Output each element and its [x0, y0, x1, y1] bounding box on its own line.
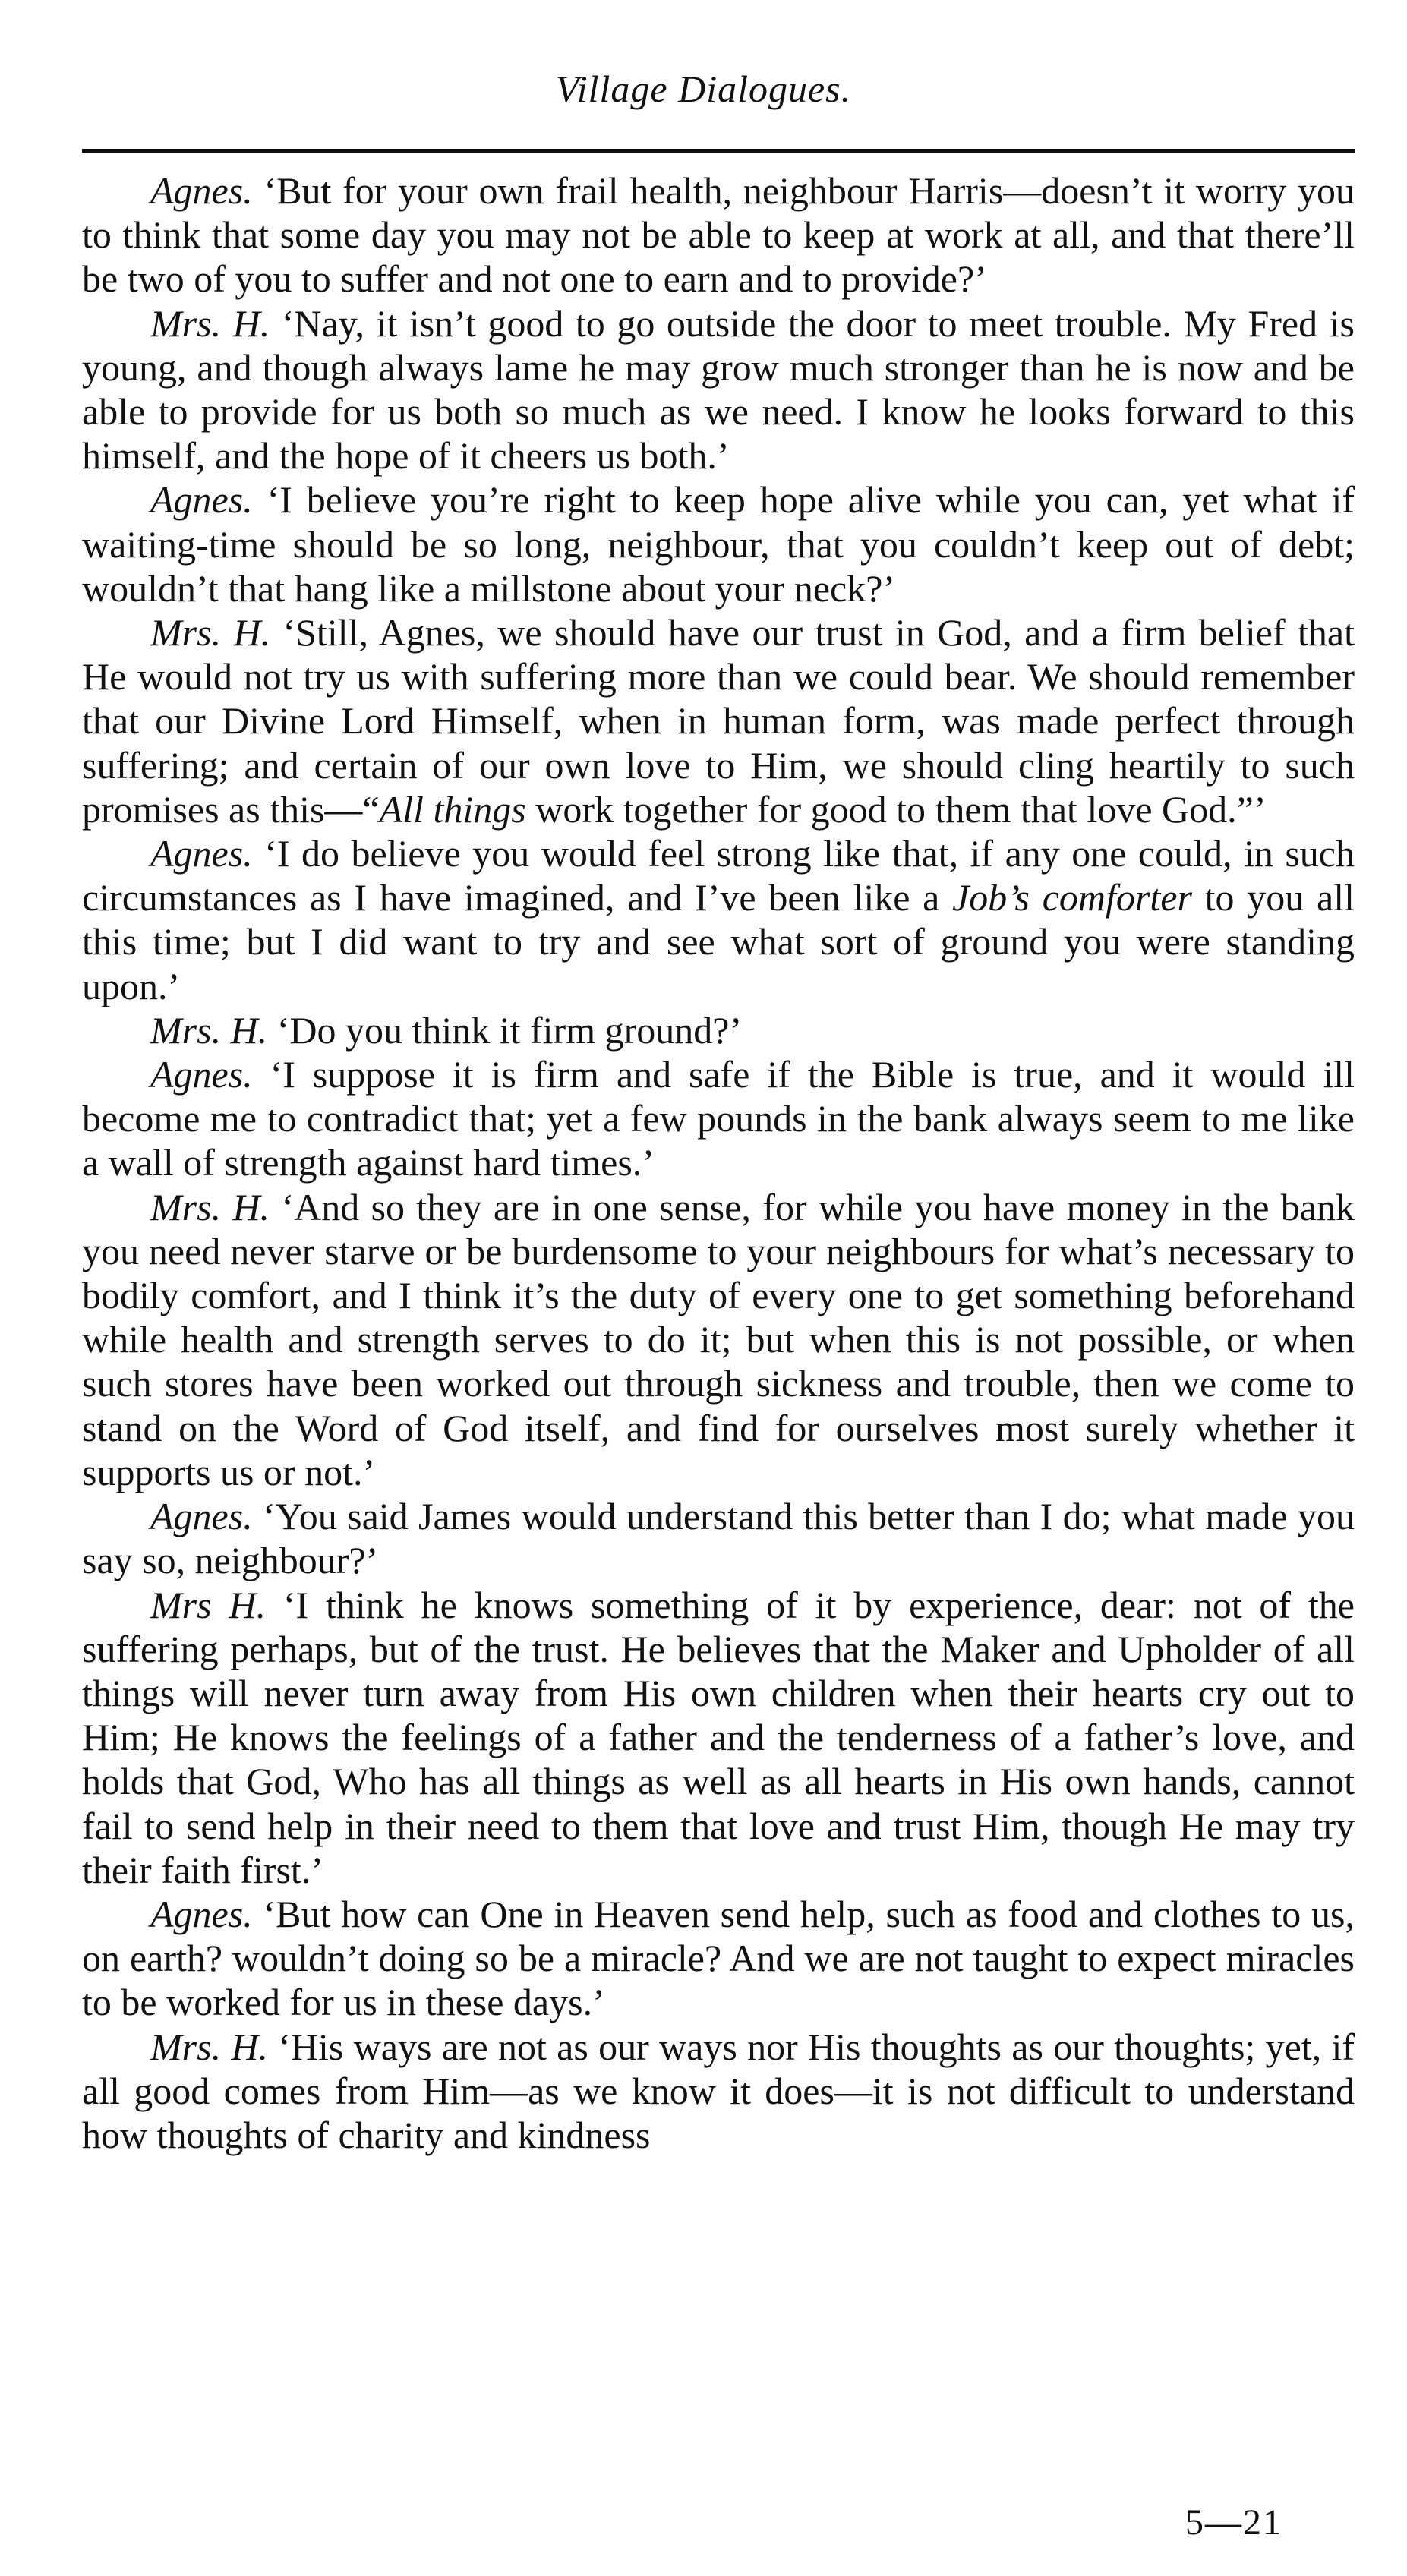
- paragraph: [82, 478, 1355, 610]
- emphasis: All things: [379, 787, 526, 831]
- header-rule: [82, 149, 1355, 153]
- dialogue-line: ‘I think he knows something of it by experience, dear: not of the suffering perhaps, but of the trust. He believes that the Maker and Upholder of all things will never turn away from His own children when their hearts cry out to Him; He knows the feelings of a father and the tenderness of a father’s love, and holds that God, Who has all things as well as all hearts in His own hands, cannot fail to send help in their need to them that love and trust Him, though He may try their faith first.’: [82, 1583, 1355, 1891]
- speaker-name: Agnes.: [150, 832, 253, 875]
- speaker-name: Agnes.: [150, 169, 253, 212]
- dialogue-line: ‘I do believe you would feel strong like that, if any one could, in such circumstances as I have imagined, and I’ve been like a: [82, 832, 1355, 919]
- speaker-name: Agnes.: [150, 1053, 253, 1096]
- paragraph: [82, 169, 1355, 301]
- dialogue-line-continued: work together for good to them that love God.”’: [525, 787, 1267, 831]
- emphasis: Job’s comforter: [952, 876, 1192, 919]
- speaker-name: Mrs. H.: [150, 301, 270, 345]
- paragraph: [82, 1052, 1355, 1185]
- paragraph: [82, 301, 1355, 478]
- running-title: Village Dialogues.: [555, 68, 852, 110]
- dialogue-line: ‘I believe you’re right to keep hope alive while you can, yet what if waiting-time should be so long, neighbour, that you couldn’t keep out of debt; wouldn’t that hang like a millstone about your neck?’: [82, 478, 1355, 610]
- paragraph: [82, 2025, 1355, 2158]
- dialogue-line: ‘But how can One in Heaven send help, such as food and clothes to us, on earth? wouldn’t doing so be a miracle? And we are not taught to expect miracles to be worked for us in these days.’: [82, 1892, 1355, 2024]
- dialogue-line: ‘You said James would understand this better than I do; what made you say so, neighbour?’: [82, 1495, 1355, 1582]
- dialogue-line-continued: to you all this time; but I did want to try and see what sort of ground you were standing upon.’: [82, 876, 1355, 1007]
- speaker-name: Mrs. H.: [150, 611, 271, 654]
- speaker-name: Agnes.: [150, 478, 253, 522]
- dialogue-line: ‘His ways are not as our ways nor His thoughts as our thoughts; yet, if all good comes from Him—as we know it does—it is not difficult to understand how thoughts of charity and kindness: [82, 2025, 1355, 2156]
- paragraph: [82, 831, 1355, 1008]
- speaker-name: Agnes.: [150, 1892, 253, 1935]
- speaker-name: Mrs H.: [150, 1583, 267, 1626]
- dialogue-line: ‘Still, Agnes, we should have our trust in God, and a firm belief that He would not try us with suffering more than we could bear. We should remember that our Divine Lord Himself, when in human form, was made perfect through suffering; and certain of our own love to Him, we should cling heartily to such promises as this—“: [82, 611, 1355, 831]
- paragraph: [82, 1583, 1355, 1892]
- paragraph: [82, 610, 1355, 831]
- dialogue-text: [82, 169, 1355, 2157]
- speaker-name: Mrs. H.: [150, 2025, 268, 2068]
- dialogue-line: ‘Do you think it firm ground?’: [267, 1008, 743, 1052]
- paragraph: [82, 1494, 1355, 1582]
- paragraph: [82, 1185, 1355, 1494]
- paragraph: [82, 1008, 1355, 1052]
- paragraph: [82, 1892, 1355, 2025]
- dialogue-line: ‘Nay, it isn’t good to go outside the door to meet trouble. My Fred is young, and though always lame he may grow much stronger than he is now and be able to provide for us both so much as we need. I know he looks forward to this himself, and the hope of it cheers us both.’: [82, 301, 1355, 478]
- speaker-name: Mrs. H.: [150, 1008, 268, 1052]
- signature-mark: 5—21: [1185, 2502, 1282, 2543]
- dialogue-line: ‘And so they are in one sense, for while you have money in the bank you need never starve or be burdensome to your neighbours for what’s necessary to bodily comfort, and I think it’s the duty of every one to get something beforehand while health and strength serves to do it; but when this is not possible, or when such stores have been worked out through sickness and trouble, then we come to stand on the Word of God itself, and find for ourselves most surely whether it supports us or not.’: [82, 1185, 1355, 1493]
- speaker-name: Mrs. H.: [150, 1185, 270, 1228]
- dialogue-line: ‘But for your own frail health, neighbour Harris—doesn’t it worry you to think that some day you may not be able to keep at work at all, and that there’ll be two of you to suffer and not one to earn and to provide?’: [82, 169, 1355, 301]
- speaker-name: Agnes.: [150, 1495, 253, 1538]
- dialogue-line: ‘I suppose it is firm and safe if the Bible is true, and it would ill become me to contradict that; yet a few pounds in the bank always seem to me like a wall of strength against hard times.’: [82, 1053, 1355, 1184]
